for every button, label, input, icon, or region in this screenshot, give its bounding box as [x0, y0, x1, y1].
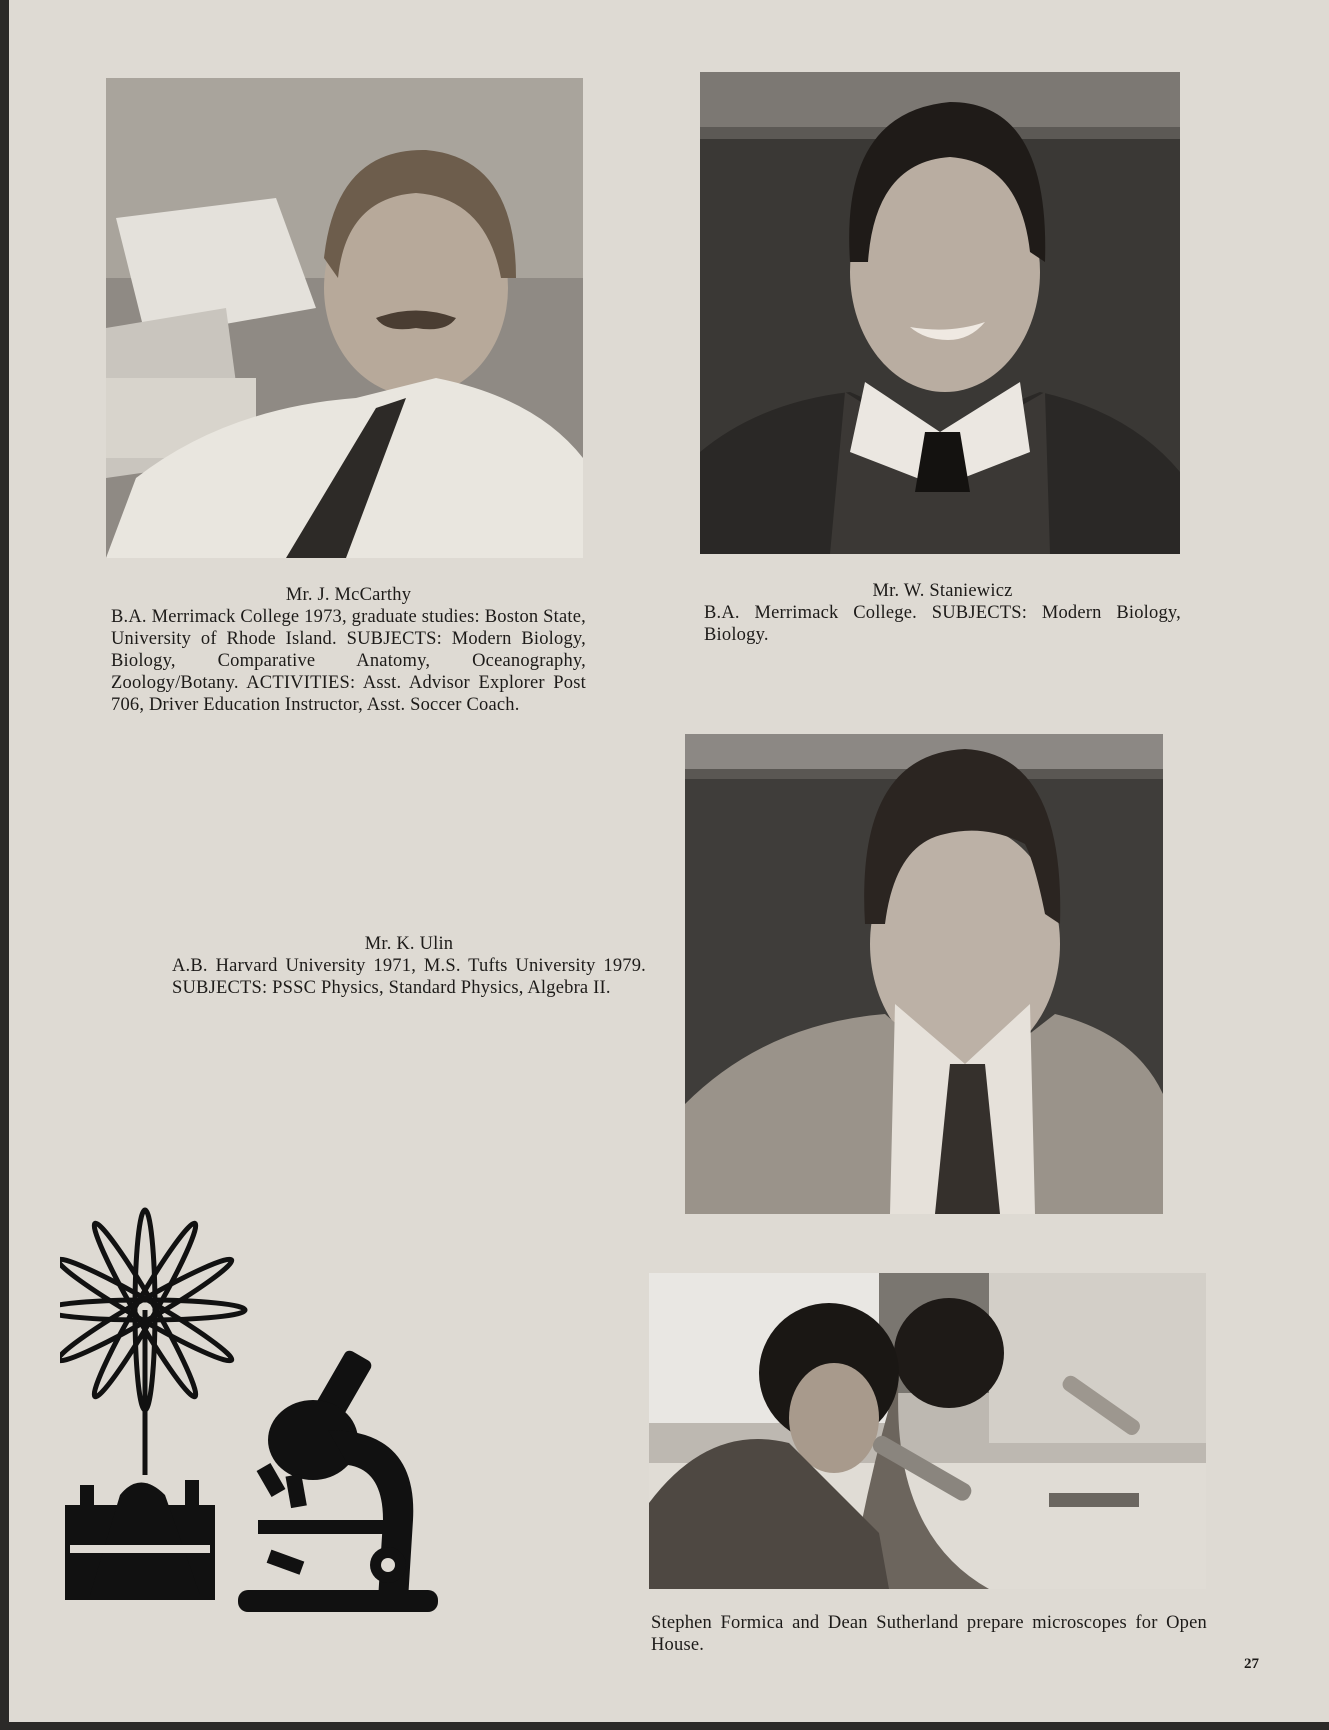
- page-number: 27: [1244, 1656, 1259, 1672]
- caption-ulin: [172, 933, 646, 999]
- photo-students-microscopes: [649, 1273, 1206, 1589]
- microscope-icon: [238, 1350, 443, 1615]
- caption-mccarthy: [111, 584, 586, 716]
- binding-edge: [0, 0, 9, 1730]
- photo-staniewicz: [700, 72, 1180, 554]
- scan-edge: [0, 1722, 1329, 1730]
- photo-ulin: [685, 734, 1163, 1214]
- caption-students: [651, 1612, 1207, 1656]
- photo-caption: Stephen Formica and Dean Sutherland prepare microscopes for Open House.: [651, 1613, 1207, 1655]
- teacher-bio: A.B. Harvard University 1971, M.S. Tufts University 1979. SUBJECTS: PSSC Physics, Standard Physics, Algebra II.: [172, 956, 646, 998]
- teacher-name: Mr. W. Staniewicz: [872, 581, 1013, 601]
- caption-staniewicz: [704, 580, 1181, 646]
- teacher-name: Mr. K. Ulin: [364, 934, 454, 954]
- teacher-bio: B.A. Merrimack College 1973, graduate studies: Boston State, University of Rhode Island. SUBJECTS: Modern Biology, Biology, Comparative Anatomy, Oceanography, Zoology/Botany. ACTIVITIES: Asst. Advisor Explorer Post 706, Driver Education Instructor, Asst. Soccer Coach.: [111, 607, 586, 715]
- photo-mccarthy: [106, 78, 583, 558]
- teacher-name: Mr. J. McCarthy: [285, 585, 412, 605]
- teacher-bio: B.A. Merrimack College. SUBJECTS: Modern Biology, Biology.: [704, 603, 1181, 645]
